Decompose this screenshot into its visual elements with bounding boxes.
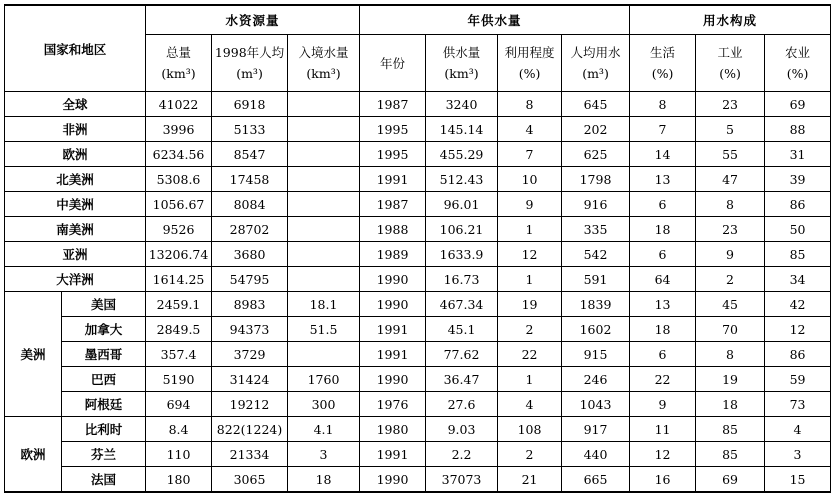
country-name: 巴西 [62, 367, 146, 392]
table-cell: 4 [498, 117, 562, 142]
table-cell: 357.4 [146, 342, 212, 367]
table-cell: 1056.67 [146, 192, 212, 217]
table-cell: 5190 [146, 367, 212, 392]
table-cell: 22 [630, 367, 696, 392]
table-cell: 85 [696, 417, 765, 442]
table-cell: 8 [498, 92, 562, 117]
table-row [5, 92, 831, 117]
table-cell: 2459.1 [146, 292, 212, 317]
table-cell: 512.43 [426, 167, 498, 192]
region-name: 欧洲 [5, 142, 146, 167]
table-cell [288, 242, 360, 267]
table-cell: 6918 [212, 92, 288, 117]
table-cell [288, 167, 360, 192]
table-cell: 18.1 [288, 292, 360, 317]
table-cell: 69 [765, 92, 831, 117]
table-cell [288, 192, 360, 217]
table-cell: 45 [696, 292, 765, 317]
table-cell: 7 [630, 117, 696, 142]
table-cell: 2849.5 [146, 317, 212, 342]
table-cell: 1602 [562, 317, 630, 342]
country-name: 比利时 [62, 417, 146, 442]
table-cell: 3996 [146, 117, 212, 142]
table-row [5, 167, 831, 192]
table-cell: 1633.9 [426, 242, 498, 267]
column-header-unit: (km³) [444, 66, 479, 81]
table-cell: 69 [696, 467, 765, 493]
column-header-label: 生活 [650, 45, 676, 60]
column-header-label: 年份 [380, 55, 406, 71]
table-cell: 34 [765, 267, 831, 292]
table-cell: 440 [562, 442, 630, 467]
table-cell: 3240 [426, 92, 498, 117]
table-row [5, 292, 831, 317]
table-cell: 14 [630, 142, 696, 167]
table-cell: 59 [765, 367, 831, 392]
table-cell: 300 [288, 392, 360, 417]
table-cell: 2 [696, 267, 765, 292]
country-name: 美国 [62, 292, 146, 317]
table-cell: 41022 [146, 92, 212, 117]
table-cell: 1987 [360, 192, 426, 217]
group-header-water-use-composition: 用水构成 [630, 5, 831, 35]
column-header-label: 农业 [785, 45, 811, 60]
table-cell: 1987 [360, 92, 426, 117]
table-cell: 1 [498, 367, 562, 392]
region-name: 中美洲 [5, 192, 146, 217]
column-header [360, 35, 426, 92]
table-cell: 110 [146, 442, 212, 467]
table-cell: 1043 [562, 392, 630, 417]
table-cell: 1991 [360, 167, 426, 192]
group-name: 美洲 [5, 292, 62, 417]
table-cell: 19212 [212, 392, 288, 417]
table-cell: 467.34 [426, 292, 498, 317]
table-cell: 2 [498, 317, 562, 342]
table-cell: 2 [498, 442, 562, 467]
column-header-label: 利用程度 [504, 45, 555, 60]
table-cell: 915 [562, 342, 630, 367]
table-cell: 16 [630, 467, 696, 493]
table-cell: 591 [562, 267, 630, 292]
table-cell: 8 [696, 342, 765, 367]
table-cell: 11 [630, 417, 696, 442]
table-cell: 542 [562, 242, 630, 267]
table-cell: 180 [146, 467, 212, 493]
table-cell: 9 [498, 192, 562, 217]
column-header-unit: (m³) [582, 66, 609, 81]
table-cell: 19 [498, 292, 562, 317]
table-cell: 145.14 [426, 117, 498, 142]
header-row-groups [5, 5, 831, 35]
column-header-label: 总量 [166, 45, 192, 60]
table-row [5, 392, 831, 417]
table-cell: 23 [696, 217, 765, 242]
table-cell [288, 342, 360, 367]
table-cell: 94373 [212, 317, 288, 342]
table-cell: 916 [562, 192, 630, 217]
table-cell [288, 267, 360, 292]
table-cell: 1988 [360, 217, 426, 242]
table-cell: 21 [498, 467, 562, 493]
table-cell: 8 [630, 92, 696, 117]
table-cell: 45.1 [426, 317, 498, 342]
column-header-unit: (%) [651, 66, 674, 81]
table-cell: 13 [630, 292, 696, 317]
table-cell: 1798 [562, 167, 630, 192]
table-cell [288, 92, 360, 117]
column-header [146, 35, 212, 92]
table-cell: 3065 [212, 467, 288, 493]
table-cell: 3 [288, 442, 360, 467]
table-cell: 70 [696, 317, 765, 342]
table-cell: 6234.56 [146, 142, 212, 167]
column-header-label: 1998年人均 [214, 45, 285, 60]
column-header [696, 35, 765, 92]
column-header-unit: (%) [719, 66, 741, 81]
table-cell: 1995 [360, 142, 426, 167]
table-cell: 18 [630, 317, 696, 342]
table-cell: 21334 [212, 442, 288, 467]
table-cell: 9 [696, 242, 765, 267]
table-cell: 36.47 [426, 367, 498, 392]
table-cell: 96.01 [426, 192, 498, 217]
table-cell: 665 [562, 467, 630, 493]
table-cell: 9.03 [426, 417, 498, 442]
table-cell: 73 [765, 392, 831, 417]
table-cell: 12 [765, 317, 831, 342]
country-name: 阿根廷 [62, 392, 146, 417]
table-cell: 55 [696, 142, 765, 167]
column-header-label: 人均用水 [570, 45, 621, 60]
table-cell: 50 [765, 217, 831, 242]
table-cell: 5308.6 [146, 167, 212, 192]
table-cell: 85 [765, 242, 831, 267]
region-name: 北美洲 [5, 167, 146, 192]
table-row [5, 367, 831, 392]
table-cell: 10 [498, 167, 562, 192]
column-header-label: 工业 [717, 45, 743, 60]
table-cell: 18 [288, 467, 360, 493]
table-cell: 8.4 [146, 417, 212, 442]
table-cell: 18 [630, 217, 696, 242]
group-header-annual-supply: 年供水量 [360, 5, 630, 35]
table-cell: 18 [696, 392, 765, 417]
table-row [5, 342, 831, 367]
table-cell: 1991 [360, 317, 426, 342]
table-cell: 1614.25 [146, 267, 212, 292]
region-name: 南美洲 [5, 217, 146, 242]
region-name: 大洋洲 [5, 267, 146, 292]
table-cell: 1995 [360, 117, 426, 142]
table-cell: 1990 [360, 292, 426, 317]
table-cell: 5 [696, 117, 765, 142]
table-cell: 27.6 [426, 392, 498, 417]
table-cell: 31424 [212, 367, 288, 392]
table-cell: 917 [562, 417, 630, 442]
column-header [426, 35, 498, 92]
table-cell: 6 [630, 342, 696, 367]
table-row [5, 317, 831, 342]
table-cell: 8084 [212, 192, 288, 217]
table-row [5, 267, 831, 292]
table-cell: 64 [630, 267, 696, 292]
table-row [5, 242, 831, 267]
country-name: 法国 [62, 467, 146, 493]
corner-header: 国家和地区 [5, 5, 146, 92]
table-cell [288, 142, 360, 167]
table-cell: 1976 [360, 392, 426, 417]
table-cell: 39 [765, 167, 831, 192]
table-cell: 22 [498, 342, 562, 367]
region-name: 全球 [5, 92, 146, 117]
column-header [562, 35, 630, 92]
table-cell: 3680 [212, 242, 288, 267]
country-name: 加拿大 [62, 317, 146, 342]
table-cell: 23 [696, 92, 765, 117]
table-cell: 822(1224) [212, 417, 288, 442]
table-cell: 13 [630, 167, 696, 192]
column-header-unit: (m³) [236, 66, 263, 81]
table-cell: 1989 [360, 242, 426, 267]
table-row [5, 117, 831, 142]
table-cell: 5133 [212, 117, 288, 142]
table-cell: 42 [765, 292, 831, 317]
table-cell [288, 217, 360, 242]
table-cell: 54795 [212, 267, 288, 292]
table-cell: 106.21 [426, 217, 498, 242]
table-cell: 37073 [426, 467, 498, 493]
water-resources-table [4, 4, 831, 493]
table-cell: 6 [630, 242, 696, 267]
column-header [765, 35, 831, 92]
table-cell: 19 [696, 367, 765, 392]
table-cell: 7 [498, 142, 562, 167]
table-cell: 9526 [146, 217, 212, 242]
column-header [212, 35, 288, 92]
table-cell: 455.29 [426, 142, 498, 167]
table-cell: 1 [498, 217, 562, 242]
table-cell: 28702 [212, 217, 288, 242]
table-cell: 6 [630, 192, 696, 217]
table-cell: 625 [562, 142, 630, 167]
column-header [630, 35, 696, 92]
table-row [5, 192, 831, 217]
table-cell: 1760 [288, 367, 360, 392]
table-cell: 86 [765, 192, 831, 217]
table-row [5, 142, 831, 167]
table-cell: 2.2 [426, 442, 498, 467]
table-cell: 31 [765, 142, 831, 167]
table-cell: 17458 [212, 167, 288, 192]
table-cell: 4.1 [288, 417, 360, 442]
table-cell: 16.73 [426, 267, 498, 292]
table-cell: 85 [696, 442, 765, 467]
table-cell: 8547 [212, 142, 288, 167]
table-cell: 51.5 [288, 317, 360, 342]
column-header-label: 入境水量 [298, 45, 349, 60]
table-cell: 1991 [360, 342, 426, 367]
table-cell: 1990 [360, 467, 426, 493]
table-cell: 335 [562, 217, 630, 242]
column-header [288, 35, 360, 92]
table-cell: 1 [498, 267, 562, 292]
table-cell [288, 117, 360, 142]
group-name: 欧洲 [5, 417, 62, 493]
region-name: 非洲 [5, 117, 146, 142]
table-cell: 86 [765, 342, 831, 367]
table-cell: 1991 [360, 442, 426, 467]
table-cell: 4 [498, 392, 562, 417]
table-row [5, 467, 831, 493]
country-name: 墨西哥 [62, 342, 146, 367]
table-cell: 645 [562, 92, 630, 117]
table-row [5, 217, 831, 242]
table-cell: 3729 [212, 342, 288, 367]
table-row [5, 417, 831, 442]
table-cell: 1980 [360, 417, 426, 442]
table-cell: 3 [765, 442, 831, 467]
table-cell: 77.62 [426, 342, 498, 367]
column-header-unit: (%) [786, 66, 809, 81]
table-cell: 13206.74 [146, 242, 212, 267]
table-cell: 202 [562, 117, 630, 142]
column-header-label: 供水量 [442, 45, 481, 60]
group-header-water-resources: 水资源量 [146, 5, 360, 35]
column-header-unit: (%) [518, 66, 541, 81]
table-cell: 15 [765, 467, 831, 493]
column-header-unit: (km³) [161, 66, 196, 81]
table-cell: 4 [765, 417, 831, 442]
table-cell: 108 [498, 417, 562, 442]
table-cell: 246 [562, 367, 630, 392]
table-cell: 1839 [562, 292, 630, 317]
table-cell: 9 [630, 392, 696, 417]
table-cell: 8 [696, 192, 765, 217]
table-row [5, 442, 831, 467]
table-cell: 1990 [360, 267, 426, 292]
table-cell: 47 [696, 167, 765, 192]
column-header-unit: (km³) [306, 66, 341, 81]
column-header [498, 35, 562, 92]
table-cell: 8983 [212, 292, 288, 317]
table-cell: 12 [630, 442, 696, 467]
country-name: 芬兰 [62, 442, 146, 467]
table-cell: 88 [765, 117, 831, 142]
table-cell: 694 [146, 392, 212, 417]
table-cell: 12 [498, 242, 562, 267]
region-name: 亚洲 [5, 242, 146, 267]
table-cell: 1990 [360, 367, 426, 392]
